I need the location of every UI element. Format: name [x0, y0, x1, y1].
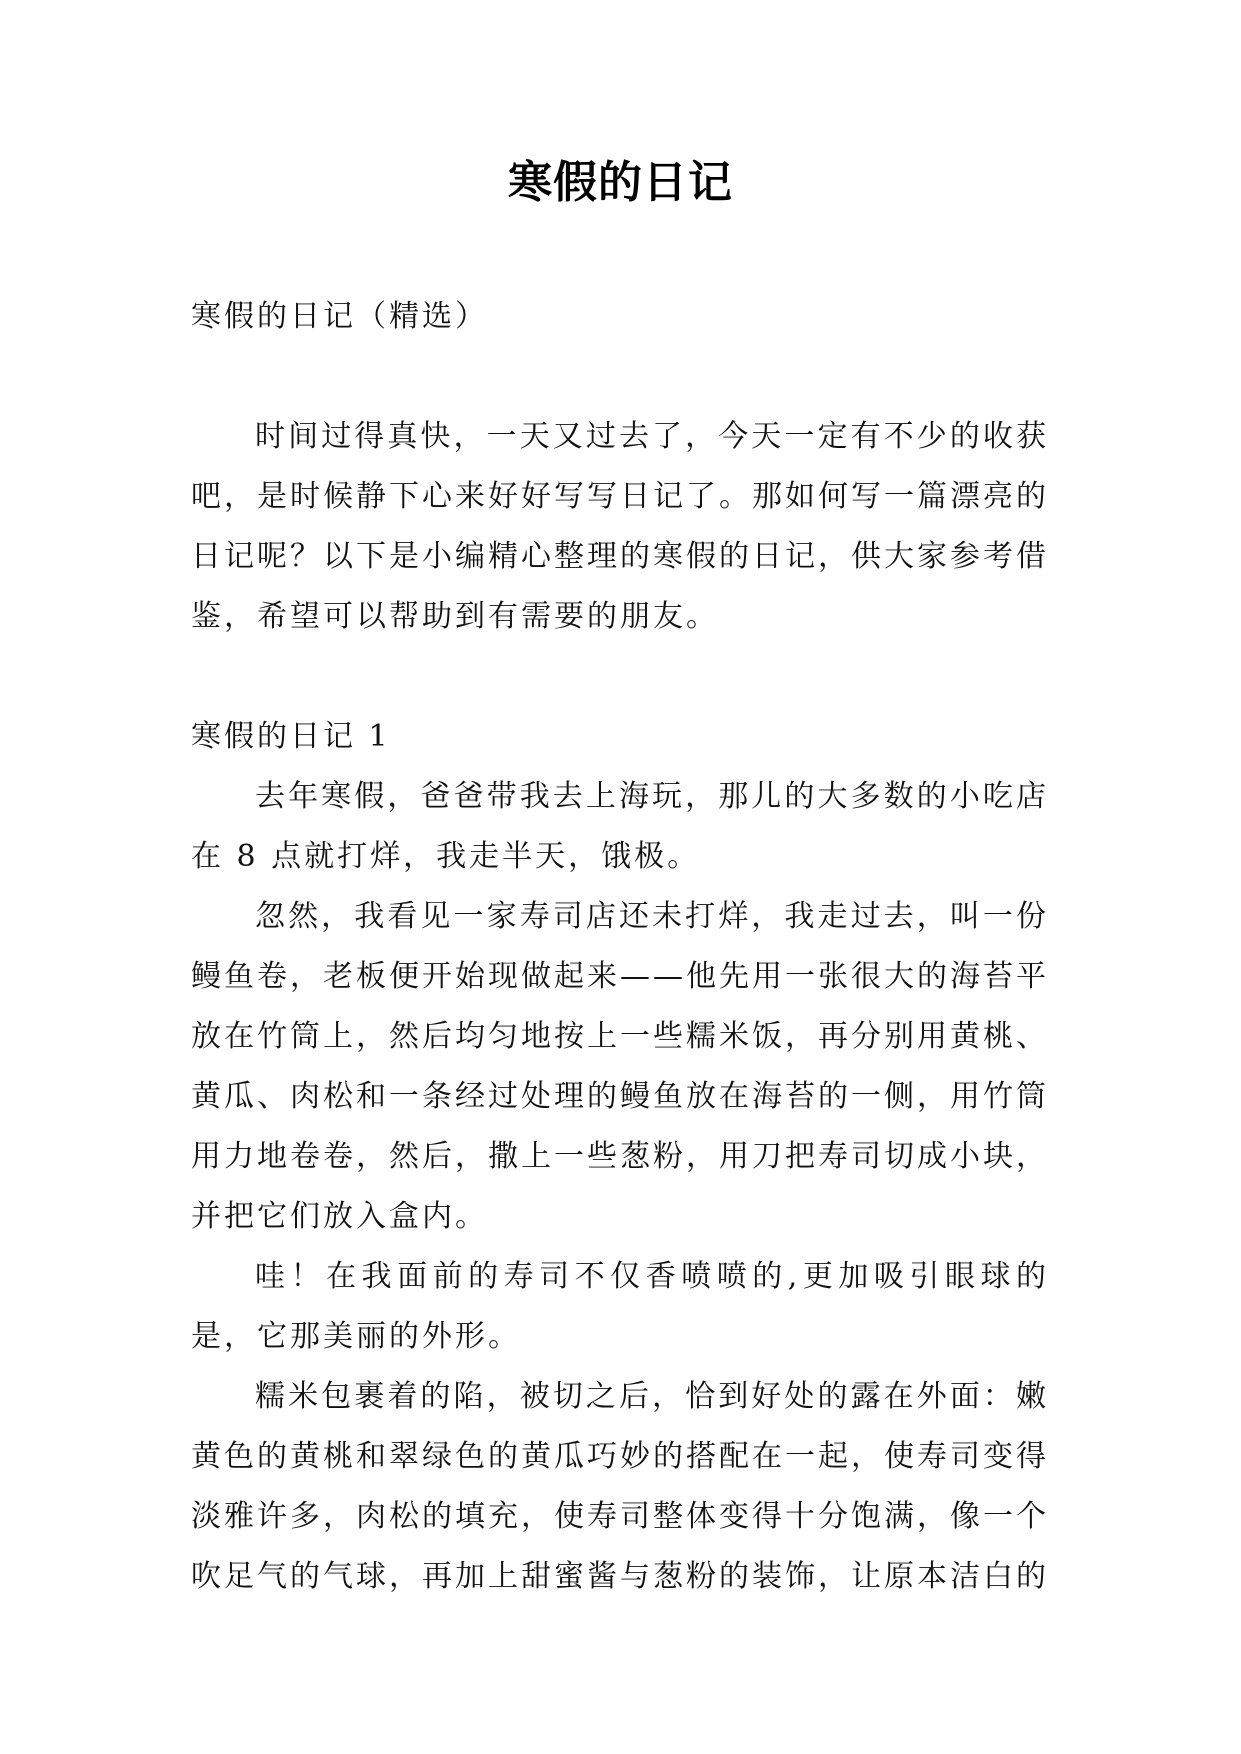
document-body [191, 287, 1049, 1607]
intro-paragraph: 时间过得真快，一天又过去了，今天一定有不少的收获吧，是时候静下心来好好写写日记了。那如何写一篇漂亮的日记呢？以下是小编精心整理的寒假的日记，供大家参考借鉴，希望可以帮助到有需要的朋友。 [191, 419, 1049, 634]
body-paragraph: 哇！在我面前的寿司不仅香喷喷的,更加吸引眼球的是，它那美丽的外形。 [191, 1259, 1049, 1354]
body-paragraph: 忽然，我看见一家寿司店还未打烊，我走过去，叫一份鳗鱼卷，老板便开始现做起来——他先用一张很大的海苔平放在竹筒上，然后均匀地按上一些糯米饭，再分别用黄桃、黄瓜、肉松和一条经过处理的鳗鱼放在海苔的一侧，用竹筒用力地卷卷，然后，撒上一些葱粉，用刀把寿司切成小块，并把它们放入盒内。 [191, 899, 1049, 1234]
body-paragraph: 去年寒假，爸爸带我去上海玩，那儿的大多数的小吃店在 8 点就打烊，我走半天，饿极。 [191, 779, 1049, 874]
document-title: 寒假的日记 [508, 157, 733, 208]
document-subtitle: 寒假的日记（精选） [191, 299, 488, 334]
section-heading: 寒假的日记 1 [191, 719, 391, 754]
body-paragraph: 糯米包裹着的陷，被切之后，恰到好处的露在外面：嫩黄色的黄桃和翠绿色的黄瓜巧妙的搭配在一起，使寿司变得淡雅许多，肉松的填充，使寿司整体变得十分饱满，像一个吹足气的气球，再加上甜蜜酱与葱粉的装饰，让原本洁白的 [191, 1379, 1049, 1594]
